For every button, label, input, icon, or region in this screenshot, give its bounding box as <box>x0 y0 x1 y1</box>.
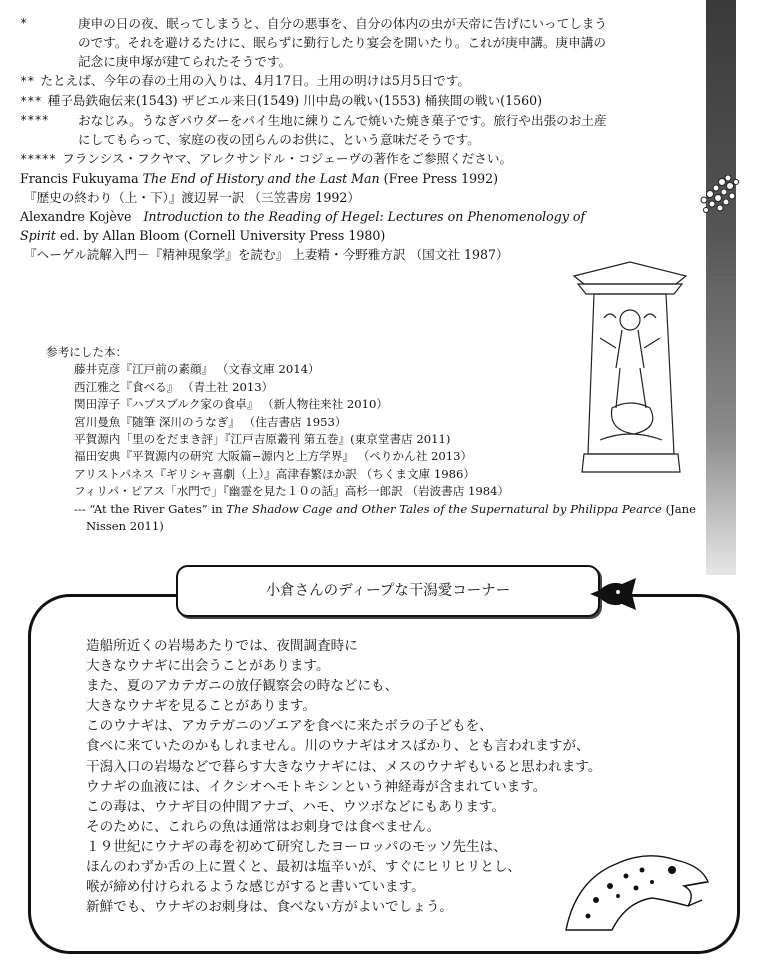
column-line: 干潟入口の岩場などで暮らす大きなウナギには、メスのウナギもいると思われます。 <box>86 758 602 775</box>
column-line: このウナギは、アカテガニのゾエアを食べに来たボラの子どもを、 <box>86 718 493 735</box>
footnote-mark: ** <box>20 74 35 88</box>
footnote-mark: * <box>20 16 28 30</box>
column-line: 食べに来ていたのかもしれません。川のウナギはオスばかり、とも言われますが、 <box>86 738 590 755</box>
footnote-4 <box>20 111 700 149</box>
reference-item-english <box>46 501 736 536</box>
footnote-mark: **** <box>20 113 49 127</box>
footnote-1 <box>20 14 700 71</box>
reference-item: フィリパ・ピアス「水門で」『幽霊を見た１０の話』高杉一郎訳 （岩波書店 1984） <box>74 484 510 499</box>
footnote-line: 種子島鉄砲伝来(1543) ザビエル来日(1549) 川中島の戦い(1553) 桶狭間の戦い(1560) <box>47 93 543 108</box>
bib-kojeve <box>20 207 700 226</box>
bib-title: Spirit <box>20 228 56 243</box>
reference-item: 藤井克彦『江戸前の素顔』 （文春文庫 2014） <box>74 362 320 377</box>
column-line: 大きなウナギを見ることがあります。 <box>86 698 317 715</box>
column-title: 小倉さんのディープな干潟愛コーナー <box>176 565 600 617</box>
footnote-2 <box>20 71 700 91</box>
footnote-mark: *** <box>20 94 42 108</box>
column-line: 新鮮でも、ウナギのお刺身は、食べない方がよいでしょう。 <box>86 899 454 916</box>
references <box>46 344 736 535</box>
reference-item: 福田安典『平賀源内の研究 大阪篇−源内と上方学界』 （ぺりかん社 2013） <box>74 449 473 464</box>
column-line: この毒は、ウナギ目の仲間アナゴ、ハモ、ウツボなどにもあります。 <box>86 798 506 815</box>
bib-fukuyama <box>20 169 700 188</box>
reference-item: 宮川曼魚『随筆 深川のうなぎ』 （住吉書店 1953） <box>74 414 347 429</box>
bib-title: Introduction to the Reading of Hegel: Lectures on Phenomenology of <box>143 209 586 224</box>
bib-kojeve-cont <box>20 226 700 245</box>
footnote-line: にしてもらって、家庭の夜の団らんのお供に、という意味だそうです。 <box>78 132 480 147</box>
column-line: ほんのわずか舌の上に置くと、最初は塩辛いが、すぐにヒリヒリとし、 <box>86 859 521 876</box>
column-line: 喉が締め付けられるような感じがすると書いています。 <box>86 879 425 896</box>
reference-item: 西江雅之『食べる』 （青土社 2013） <box>74 379 274 394</box>
footnote-line: おなじみ。うなぎパウダーをパイ生地に練りこんで焼いた焼き菓子です。旅行や出張のお土産 <box>78 113 607 128</box>
column-line: また、夏のアカテガニの放仔観察会の時などにも、 <box>86 678 399 695</box>
reference-item: アリストパネス『ギリシャ喜劇（上）』高津春繁ほか訳 （ちくま文庫 1986） <box>74 466 475 481</box>
bib-title: The End of History and the Last Man <box>142 171 380 186</box>
footnote-5 <box>20 149 700 169</box>
footnote-3 <box>20 91 700 111</box>
moray-eel-illustration <box>556 820 712 932</box>
bib-author: Alexandre Kojève <box>20 209 132 224</box>
column-line: 大きなウナギに出会うことがあります。 <box>86 658 330 675</box>
column-line: そのために、これらの魚は通常はお刺身では食べません。 <box>86 818 441 835</box>
column-line: ウナギの血液には、イクシオヘモトキシンという神経毒が含まれています。 <box>86 778 547 795</box>
bib-publisher: ed. by Allan Bloom (Cornell University Press 1980) <box>55 228 386 243</box>
column-line: １９世紀にウナギの毒を初めて研究したヨーロッパのモッソ先生は、 <box>86 838 507 855</box>
footnote-line: たとえば、今年の春の土用の入りは、4月17日。土用の明けは5月5日です。 <box>40 73 470 88</box>
bib-kojeve-jp: 『ヘーゲル読解入門－『精神現象学』を読む』 上妻精・今野雅方訳 （国文社 1987） <box>24 247 509 262</box>
footnote-line: 記念に庚申塚が建てられたそうです。 <box>78 54 292 69</box>
footnote-mark: ***** <box>20 152 57 166</box>
bib-publisher: (Free Press 1992) <box>379 171 499 186</box>
reference-title: The Shadow Cage and Other Tales of the Supernatural by Philippa Pearce <box>226 501 662 516</box>
reference-item: 平賀源内「里のをだまき評」『江戸吉原叢刊 第五巻』(東京堂書店 2011) <box>74 432 451 447</box>
reference-prefix: --- “At the River Gates” in <box>74 501 227 516</box>
reference-suffix: (Jane Nissen 2011) <box>86 501 696 534</box>
references-heading: 参考にした本： <box>46 345 128 359</box>
footnote-line: 庚申の日の夜、眠ってしまうと、自分の悪事を、自分の体内の虫が天帝に告げにいってしまう <box>78 16 607 31</box>
bib-fukuyama-jp: 『歴史の終わり（上・下）』渡辺昇一訳 （三笠書房 1992） <box>24 190 361 205</box>
footnote-line: のです。それを避けるたけに、眠らずに勤行したり宴会を開いたり。これが庚申講。庚申講の <box>78 35 606 50</box>
fish-tail-icon <box>590 576 638 612</box>
column-line: 造船所近くの岩場あたりでは、夜間調査時に <box>86 638 358 654</box>
footnote-line: フランシス・フクヤマ、アレクサンドル・コジェーヴの著作をご参照ください。 <box>62 151 513 166</box>
reference-item: 関田淳子『ハプスブルク家の食卓』 （新人物往来社 2010） <box>74 397 388 412</box>
bib-author: Francis Fukuyama <box>20 171 139 186</box>
footnotes <box>20 14 700 264</box>
